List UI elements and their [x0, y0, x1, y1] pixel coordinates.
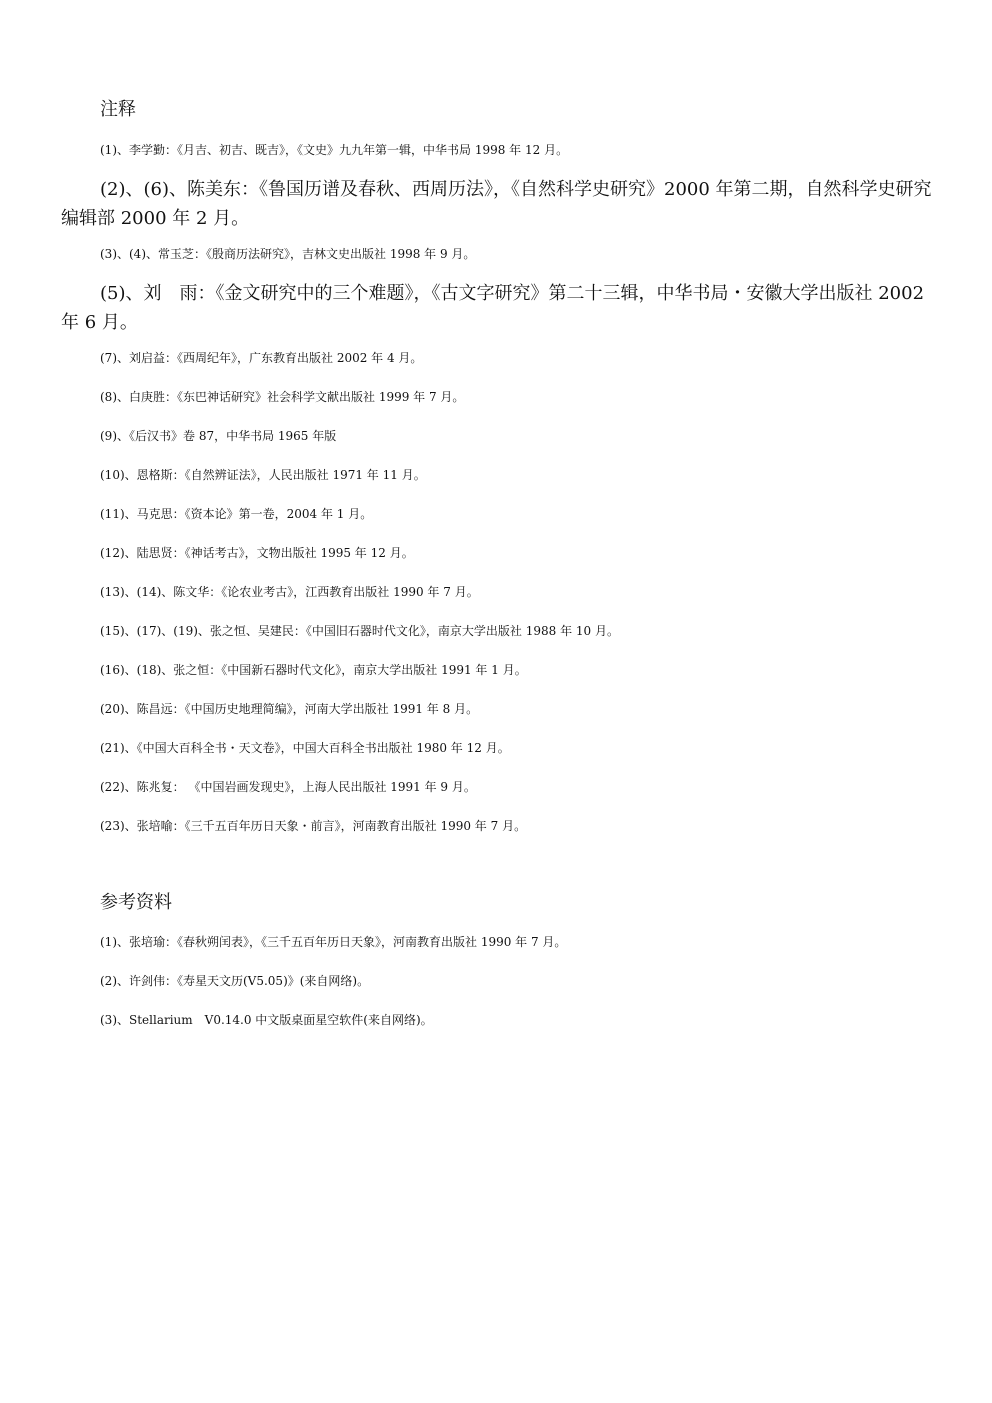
note-item: (7)、刘启益：《西周纪年》，广东教育出版社 2002 年 4 月。 — [100, 351, 423, 365]
reference-item: (2)、许剑伟：《寿星天文历(V5.05)》(来自网络)。 — [100, 974, 370, 988]
note-item: (12)、陆思贤：《神话考古》，文物出版社 1995 年 12 月。 — [100, 546, 414, 560]
note-item: (15)、(17)、(19)、张之恒、吴建民：《中国旧石器时代文化》，南京大学出版社 1988 年 10 月。 — [100, 624, 619, 638]
note-item: (23)、张培喻：《三千五百年历日天象・前言》，河南教育出版社 1990 年 7 月。 — [100, 819, 527, 833]
note-item: (21)、《中国大百科全书・天文卷》，中国大百科全书出版社 1980 年 12 月。 — [100, 741, 510, 755]
note-item: (20)、陈昌远：《中国历史地理简编》，河南大学出版社 1991 年 8 月。 — [100, 702, 479, 716]
note-item: (10)、恩格斯：《自然辨证法》，人民出版社 1971 年 11 月。 — [100, 468, 426, 482]
reference-item: (3)、Stellarium V0.14.0 中文版桌面星空软件(来自网络)。 — [100, 1013, 433, 1027]
note-item: (13)、(14)、陈文华：《论农业考古》，江西教育出版社 1990 年 7 月。 — [100, 585, 479, 599]
note-item: (5)、刘 雨：《金文研究中的三个难题》，《古文字研究》第二十三辑，中华书局・安徽大学出版社 2002 年 6 月。 — [61, 283, 925, 333]
note-item: (9)、《后汉书》卷 87，中华书局 1965 年版 — [100, 429, 337, 443]
note-item: (3)、(4)、常玉芝：《殷商历法研究》，吉林文史出版社 1998 年 9 月。 — [100, 247, 476, 261]
note-item: (2)、(6)、陈美东：《鲁国历谱及春秋、西周历法》，《自然科学史研究》2000 年第二期，自然科学史研究编辑部 2000 年 2 月。 — [61, 179, 932, 229]
note-item: (1)、李学勤：《月吉、初吉、既吉》，《文史》九九年第一辑，中华书局 1998 年 12 月。 — [100, 143, 569, 157]
note-item: (8)、白庚胜：《东巴神话研究》社会科学文献出版社 1999 年 7 月。 — [100, 390, 465, 404]
note-item: (11)、马克思：《资本论》第一卷，2004 年 1 月。 — [100, 507, 373, 521]
notes-heading: 注释 — [100, 99, 136, 120]
note-item: (16)、(18)、张之恒：《中国新石器时代文化》，南京大学出版社 1991 年 1 月。 — [100, 663, 527, 677]
note-item: (22)、陈兆复： 《中国岩画发现史》，上海人民出版社 1991 年 9 月。 — [100, 780, 476, 794]
reference-item: (1)、张培瑜：《春秋朔闰表》，《三千五百年历日天象》，河南教育出版社 1990 年 7 月。 — [100, 935, 567, 949]
references-heading: 参考资料 — [100, 892, 172, 913]
